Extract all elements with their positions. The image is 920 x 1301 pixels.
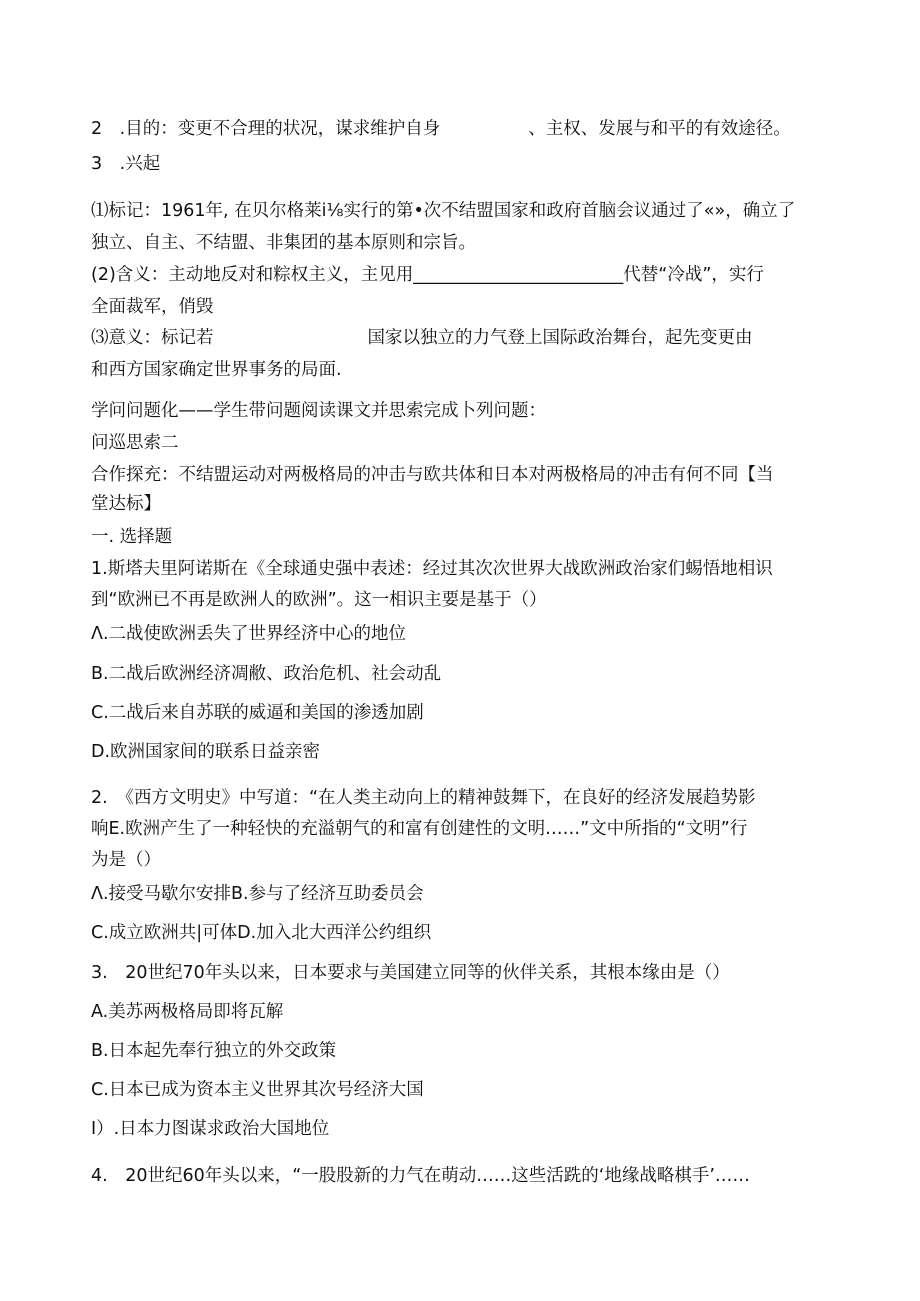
question-1-option-d: D.欧洲国家间的联系日益亲密 [91,742,321,762]
section-heading-choice: 一. 选择题 [91,527,173,547]
line-meaning [91,262,831,288]
line-think-two: 问巡思索二 [91,433,179,453]
significance-text: ⑶意义：标记若 [91,328,214,348]
question-3-option-b: B.日本起先奉行独立的外交政策 [91,1041,337,1061]
line-significance [91,325,831,351]
question-2: 2. 《西方文明史》中写道：“在人类主动向上的精神鼓舞下，在良好的经济发展趋势影 [91,788,756,808]
line-knowledge-questions: 学问问题化——学生带问题阅读课文并思索完成卜列问题： [91,401,546,421]
question-1-option-a: Λ.二战使欧洲丢失了世界经济中心的地位 [91,624,407,644]
meaning-text: (2)含义：主动地反对和粽权主义，主见用 [91,265,414,285]
question-3-option-a: A.美苏两极格局即将瓦解 [91,1002,284,1022]
question-3-option-c: C.日本已成为资本主义世界其次号经济大国 [91,1080,424,1100]
question-1-cont: 到“欧洲已不再是欧洲人的欧洲”。这一相识主要是基于（） [91,590,547,610]
line-marker: ⑴标记：1961年, 在贝尔格莱i⅛实行的第•次不结盟国家和政府首脑会议通过了«»，确立了 [91,201,796,221]
question-3: 3. 20世纪70年头以来，日本要求与美国建立同等的伙伴关系，其根本缘由是（） [91,963,730,983]
question-2-cont: 响E.欧洲产生了一种轻快的充溢朝气的和富有创建性的文明……”文中所指的“文明”行 [91,819,748,839]
question-1: 1.斯塔夫里阿诺斯在《全球通史强中表述：经过其次次世界大战欧洲政治家们蜴悟地相识 [91,559,773,579]
meaning-text-end: 代替“冷战”，实行 [623,265,764,285]
line-rise-heading: 3 .兴起 [91,154,161,174]
line-classroom-check: 堂达标】 [91,494,161,514]
line-purpose [91,116,831,142]
purpose-text-end: 、主权、发展与和平的有效途径。 [528,119,791,139]
line-cooperation: 合作探充：不结盟运动对两极格局的冲击与欧共体和日本对两极格局的冲击有何不同【当 [91,465,774,485]
question-1-option-c: C.二战后来自苏联的威逼和美国的渗透加剧 [91,703,424,723]
question-2-options-ab: Λ.接受马歇尔安排B.参与了经济互助委员会 [91,884,424,904]
question-2-options-cd: C.成立欧洲共|可体D.加入北大西洋公约组织 [91,923,432,943]
question-4: 4. 20世纪60年头以来，“一股股新的力气在萌动……这些活跣的‘地缘战略棋手’…… [91,1166,750,1186]
line-marker-cont: 独立、自主、不结盟、非集团的基本原则和宗旨。 [91,233,476,253]
significance-text-end: 国家以独立的力气登上国际政治舞台，起先变更由 [367,328,753,348]
question-3-option-d: I）.日本力图谋求政治大国地位 [91,1119,330,1139]
line-meaning-cont: 全面裁军，俏毁 [91,297,214,317]
line-significance-cont: 和西方国家确定世界事务的局面. [91,360,342,380]
question-2-cont-2: 为是（） [91,850,161,870]
question-1-option-b: B.二战后欧洲经济凋敝、政治危机、社会动乱 [91,664,442,684]
purpose-text: 2 .目的：变更不合理的状况，谋求维护自身 [91,119,441,139]
fill-blank: ________________________ [413,265,624,285]
